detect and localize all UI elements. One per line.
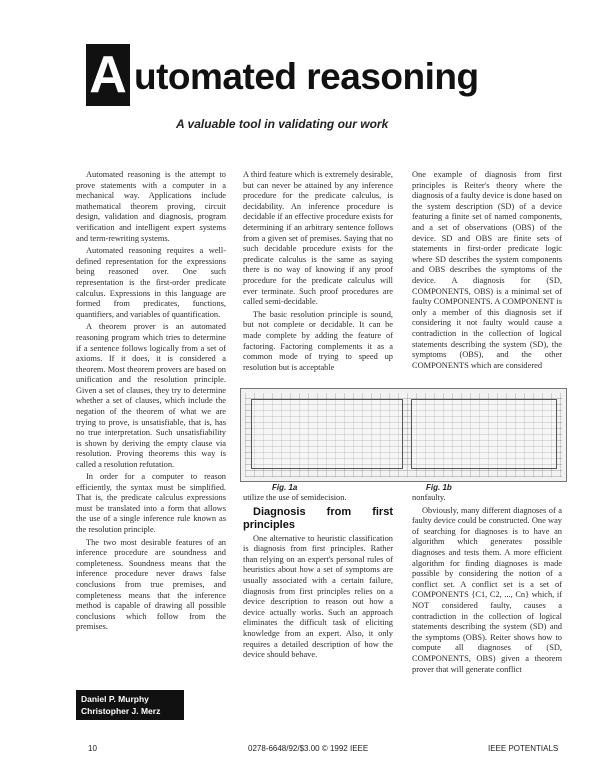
author-name: Christopher J. Merz [81, 706, 161, 716]
figure-panel-a [251, 399, 403, 469]
paragraph: A third feature which is extremely desirable, but can never be attained by any inference procedure for the predicate calculus, is decidability. An inference procedure is decidable if an effective procedure exists for determining if an arbitrary sentence follows from a given set of premises. Saying that no such decidable procedure exists for the predicate calculus is the same as saying there is no way of knowing if any proof procedure for the predicate calculus will ever terminate. Such proof procedures are called semi-decidable. [243, 170, 393, 307]
figure-diagram [240, 388, 567, 482]
author-name: Daniel P. Murphy [81, 694, 149, 704]
figure-panel-b [411, 399, 557, 469]
lower-column-2 [243, 493, 393, 743]
paragraph: utilize the use of semidecision. [243, 493, 347, 502]
author-box [76, 690, 184, 720]
figure-caption-a: Fig. 1a [272, 483, 298, 492]
paragraph: nonfaulty. [412, 493, 446, 502]
lower-column-3 [412, 493, 562, 743]
body-column-1 [76, 170, 226, 470]
paragraph: Automated reasoning is the attempt to prove statements with a computer in a mechanical way. Applications include mathematical theorem proving, circuit design, validation and diagnosis, program verification and intelligent expert systems and term-rewriting systems. [76, 170, 226, 243]
body-column-1-lower [76, 472, 226, 637]
article-title [86, 44, 526, 106]
paragraph: The basic resolution principle is sound, but not complete or decidable. It can be made complete by adding the feature of factoring. Factoring complements it as a common mode of trying to speed up resolution but is acceptable [243, 309, 393, 372]
paragraph: A theorem prover is an automated reasoning program which tries to determine if a sentence follows logically from a set of axioms. If it does, it is considered a theorem. Most theorem provers are based on unification and the resolution principle. Given a set of clauses, they try to determine whether a set of clauses, which include the negation of the theorem of what we are trying to prove, is unsatisfiable, that is, has no true interpretation. Such unsatisfiability is shown by deriving the empty clause via resolution. Proving theorems this way is called a resolution refutation. [76, 322, 226, 470]
page-number: 10 [88, 744, 97, 753]
paragraph: Obviously, many different diagnoses of a faulty device could be constructed. One way of searching for diagnoses is to have an algorithm which generates possible diagnoses and tests them. A more efficient algorithm for finding diagnoses is made possible by considering the notion of a conflict set. A conflict set is a set of COMPONENTS {C1, C2, ..., Cn} which, if NOT considered faulty, causes a contradiction in the collection of logical statements describing the system (SD) and the symptoms (OBS). Reiter shows how to compute all diagnoses of (SD, COMPONENTS, OBS) given a theorem prover that will generate conflict [412, 505, 562, 674]
paragraph: The two most desirable features of an inference procedure are soundness and completeness. Soundness means that the inference procedure never draws false conclusions from true premises, and completeness means that the inference method is capable of drawing all possible conclusions which follow from the premises. [76, 537, 226, 632]
body-column-2 [243, 170, 393, 385]
paragraph: One alternative to heuristic classification is diagnosis from first principles. Rather than relying on an expert's personal rules of heuristics about how a set of symptoms are usually associated with a certain failure, diagnosis from first principles relies on a device description to reason out how a device actually works. Such an approach eliminates the difficult task of eliciting knowledge from an expert. Also, it only requires a detailed description of how the device should behave. [243, 533, 393, 660]
paragraph: In order for a computer to reason efficiently, the syntax must be simplified. That is, the predicate calculus expressions must be translated into a form that allows the use of a single inference rule known as the resolution principle. [76, 472, 226, 534]
copyright-code: 0278-6648/92/$3.00 © 1992 IEEE [248, 744, 369, 753]
figure-caption-b: Fig. 1b [426, 483, 452, 492]
article-subtitle: A valuable tool in validating our work [176, 117, 389, 131]
magazine-name: IEEE POTENTIALS [488, 744, 559, 753]
section-heading: Diagnosis from first principles [243, 505, 393, 531]
title-text: utomated reasoning [134, 56, 479, 97]
paragraph: One example of diagnosis from first principles is Reiter's theory where the diagnosis of a faulty device is done based on the system description (SD) of a device featuring a finite set of named components, and a set of observations (OBS) of the device. SD and OBS are finite sets of statements in first-order predicate logic where SD describes the system components and OBS describes the symptoms of the device. A diagnosis for (SD, COMPONENTS, OBS) is a minimal set of faulty COMPONENTS. A COMPONENT is only a member of this diagnosis set if considering it not faulty would cause a contradiction in the collection of logical statements describing the system (SD), the symptoms (OBS), and the other COMPONENTS which are considered [412, 170, 562, 370]
body-column-3 [412, 170, 562, 385]
paragraph: Automated reasoning requires a well-defined representation for the expressions being reasoned over. One such representation is the first-order predicate calculus. Expressions in this language are formed from predicates, functions, quantifiers, and variables of quantification. [76, 246, 226, 319]
title-initial-block: A [86, 44, 130, 106]
